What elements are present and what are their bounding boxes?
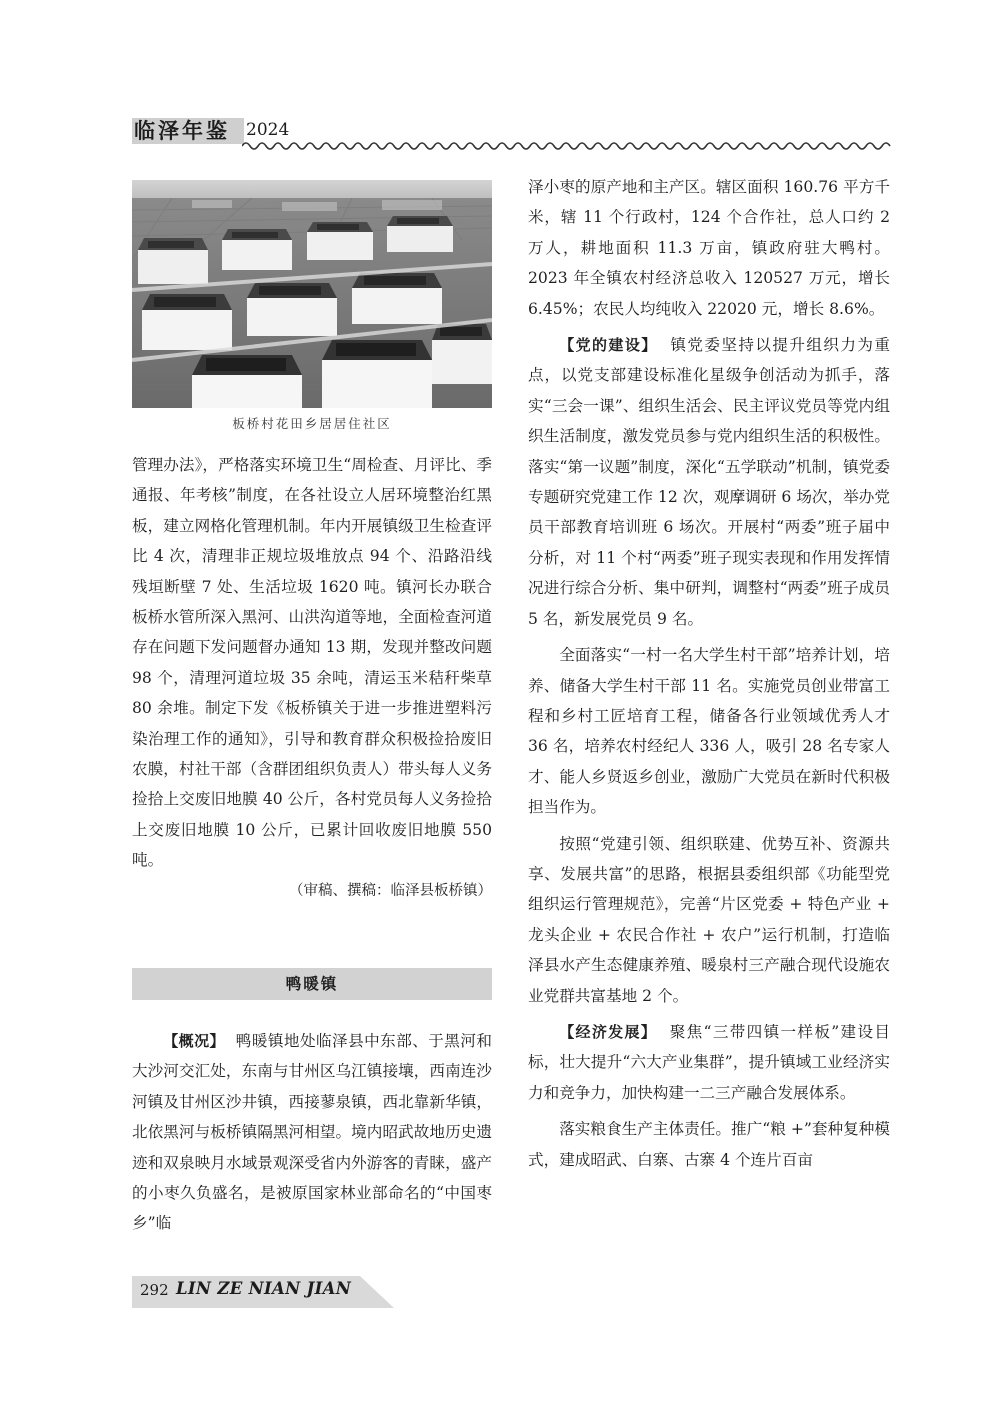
yearbook-year: 2024 [246,120,290,140]
section-heading: 鸭暖镇 [132,968,492,1000]
body-paragraph: 全面落实“一村一名大学生村干部”培养计划，培养、储备大学生村干部 11 名。实施党员创业带富工程和乡村工匠培育工程，储备各行业领域优秀人才 36 名，培养农村经纪人 336 人，吸引 28 名专家人才、能人乡贤返乡创业，激励广大党员在新时代积极担当作为。 [528,646,890,817]
footer-title: LIN ZE NIAN JIAN [176,1279,352,1298]
economic-development-label: 【经济发展】 [559,1022,658,1041]
overview-continued: 泽小枣的原产地和主产区。辖区面积 160.76 平方千米，辖 11 个行政村，124 个合作社，总人口约 2 万人，耕地面积 11.3 万亩，镇政府驻大鸭村。2023 年全镇农村经济总收入 120527 万元，增长 6.45%；农民人均纯收入 22020 元，增长 8.6%。 [528,178,890,318]
body-paragraph: 落实粮食生产主体责任。推广“粮 +”套种复种模式，建成昭武、白寨、古寨 4 个连片百亩 [528,1120,890,1169]
running-header [132,116,892,156]
village-aerial-photo [132,180,492,408]
economic-development-paragraph [528,1017,890,1108]
left-column-text [132,450,492,906]
page-footer [132,1276,394,1308]
party-building-paragraph [528,330,890,634]
overview-text: 鸭暖镇地处临泽县中东部、于黑河和大沙河交汇处，东南与甘州区乌江镇接壤，西南连沙河镇及甘州区沙井镇，西接蓼泉镇，西北靠新华镇，北依黑河与板桥镇隔黑河相望。境内昭武故地历史遗迹和双泉映月水域景观深受省内外游客的青睐，盛产的小枣久负盛名，是被原国家林业部命名的“中国枣乡”临 [132,1032,492,1233]
article-credit: （审稿、撰稿：临泽县板桥镇） [289,882,492,899]
body-paragraph: 按照“党建引领、组织联建、优势互补、资源共享、发展共富”的思路，根据县委组织部《功能型党组织运行管理规范》，完善“片区党委 + 特色产业 + 龙头企业 + 农民合作社 + 农户”运行机制，打造临泽县水产生态健康养殖、暖泉村三产融合现代设施农业党群共富基地 2 个。 [528,834,890,1005]
photo-caption: 板桥村花田乡居居住社区 [232,416,392,431]
header-wave-rule [242,136,892,152]
body-paragraph: 管理办法》，严格落实环境卫生“周检查、月评比、季通报、年考核”制度，在各社设立人居环境整治红黑板，建立网格化管理机制。年内开展镇级卫生检查评比 4 次，清理非正规垃圾堆放点 94 个、沿路沿线残垣断壁 7 处、生活垃圾 1620 吨。镇河长办联合板桥水管所深入黑河、山洪沟道等地，全面检查河道存在问题下发问题督办通知 13 期，发现并整改问题 98 个，清理河道垃圾 35 余吨，清运玉米秸秆柴草 80 余堆。制定下发《板桥镇关于进一步推进塑料污染治理工作的通知》，引导和教育群众积极捡拾废旧农膜，村社干部（含群团组织负责人）带头每人义务捡拾上交废旧地膜 40 公斤，各村党员每人义务捡拾上交废旧地膜 10 公斤，已累计回收废旧地膜 550 吨。 [132,456,492,870]
party-building-label: 【党的建设】 [559,336,658,355]
economic-development-text: 聚焦“三带四镇一样板”建设目标，壮大提升“六大产业集群”，提升镇域工业经济实力和竞争力，加快构建一二三产融合发展体系。 [528,1022,890,1102]
overview-paragraph [132,1026,492,1239]
right-column-text [528,172,890,1175]
party-building-text: 镇党委坚持以提升组织力为重点，以党支部建设标准化星级争创活动为抓手，落实“三会一课”、组织生活会、民主评议党员等党内组织生活制度，激发党员参与党内组织生活的积极性。落实“第一议题”制度，深化“五学联动”机制，镇党委专题研究党建工作 12 次，观摩调研 6 场次，举办党员干部教育培训班 6 场次。开展村“两委”班子届中分析，对 11 个村“两委”班子现实表现和作用发挥情况进行综合分析、集中研判，调整村“两委”班子成员 5 名，新发展党员 9 名。 [528,336,890,628]
page-number: 292 [140,1281,169,1299]
yearbook-title: 临泽年鉴 [132,118,244,144]
overview-section [132,1026,492,1239]
overview-label: 【概况】 [163,1032,225,1050]
